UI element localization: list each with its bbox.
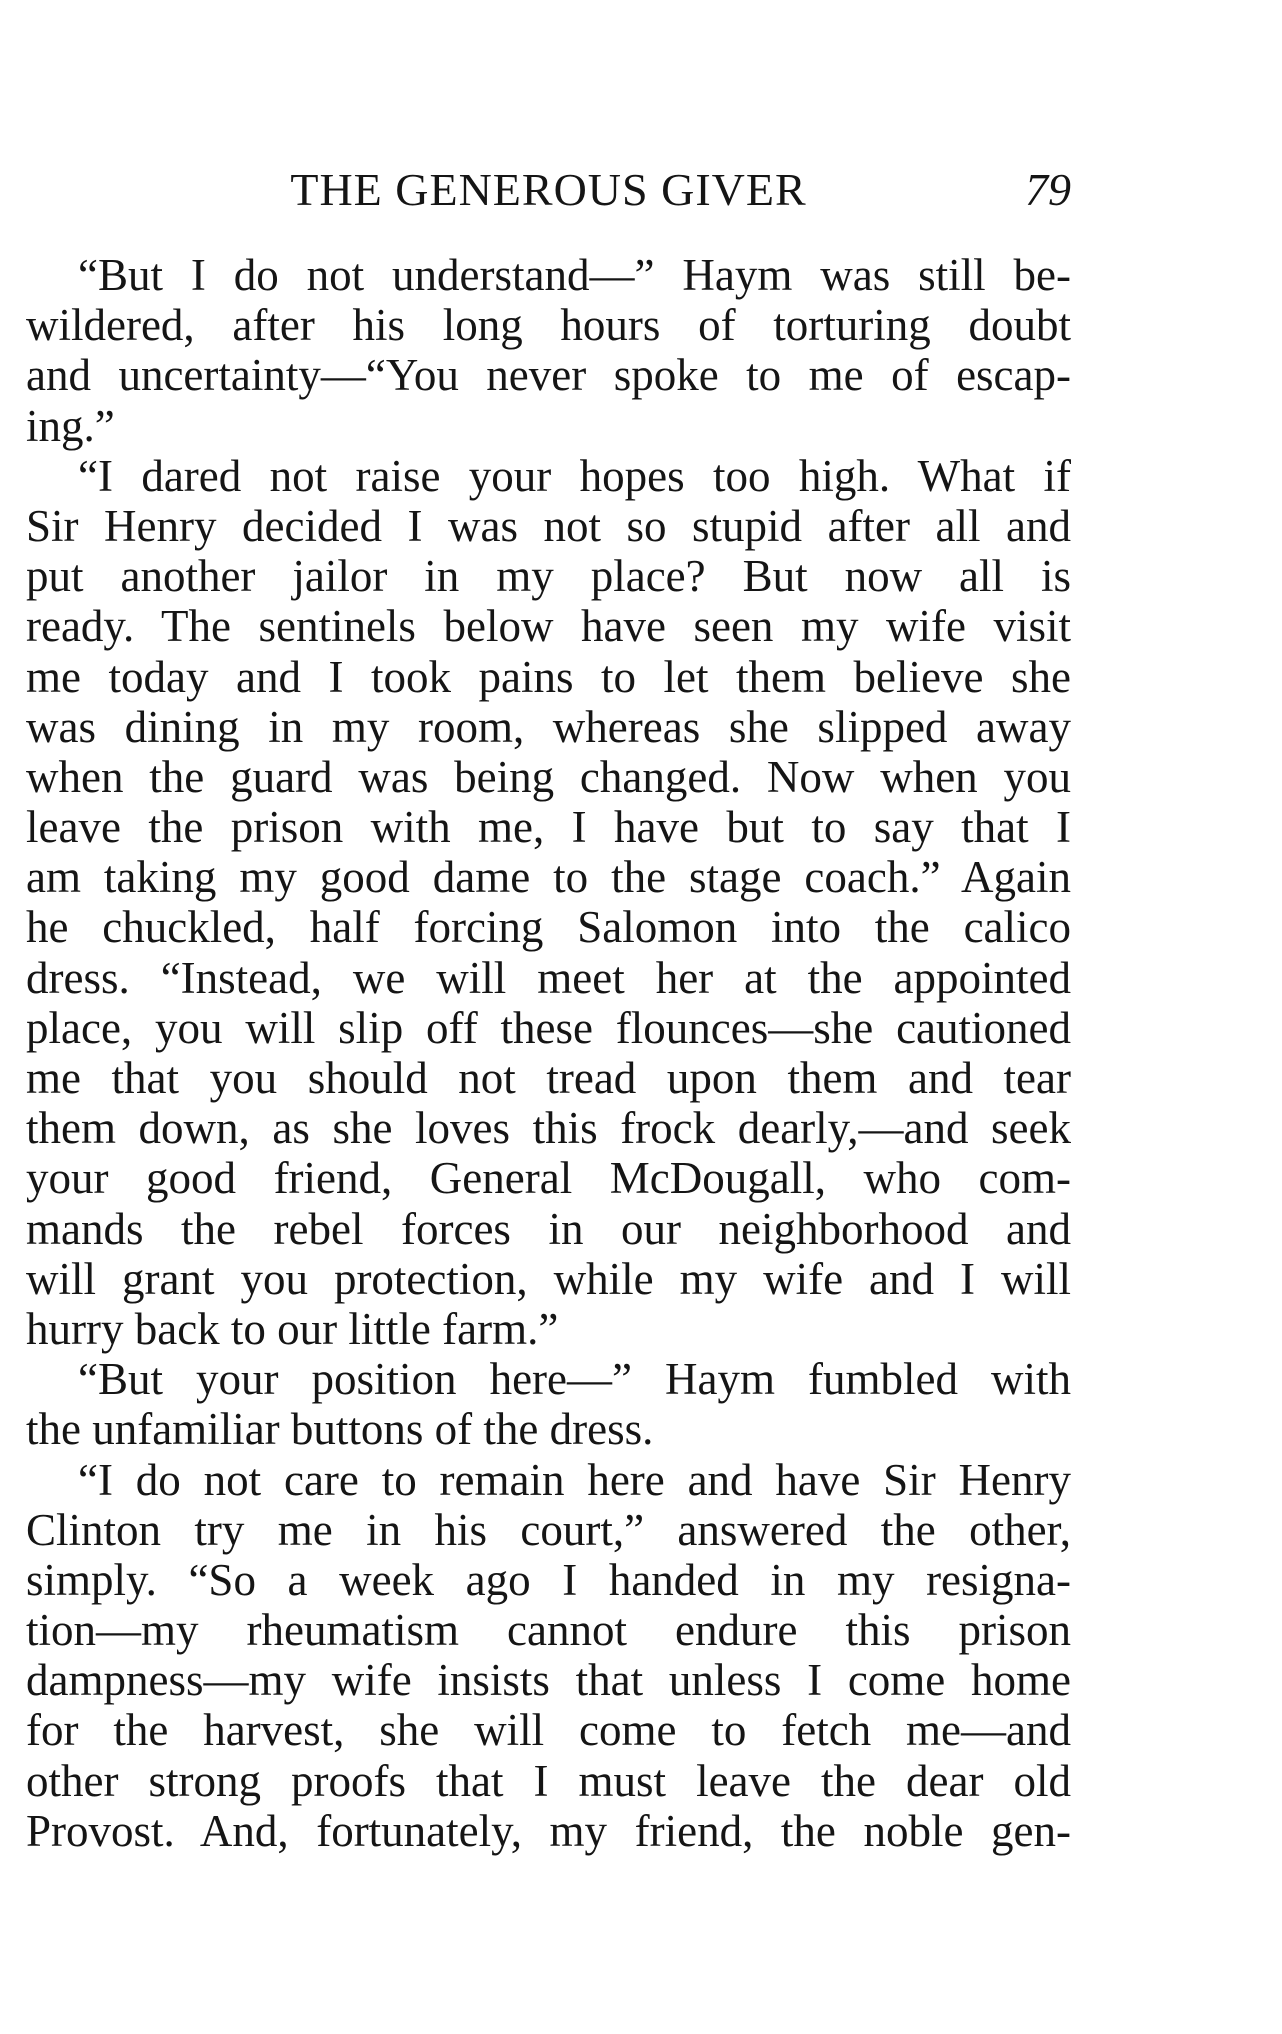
text-line: dress. “Instead, we will meet her at the appointed <box>26 952 1071 1003</box>
text-line: “But I do not understand—” Haym was still be- <box>78 250 1071 300</box>
text-line: “I do not care to remain here and have Sir Henry <box>78 1454 1071 1505</box>
text-line: them down, as she loves this frock dearly,—and seek <box>26 1103 1071 1154</box>
text-line: am taking my good dame to the stage coach.” Again <box>26 852 1071 903</box>
text-line: simply. “So a week ago I handed in my resigna- <box>26 1554 1071 1605</box>
running-title: THE GENEROUS GIVER <box>290 164 807 215</box>
text-line: he chuckled, half forcing Salomon into the calico <box>26 902 1071 953</box>
text-line: other strong proofs that I must leave the dear old <box>26 1755 1071 1806</box>
text-line: wildered, after his long hours of torturing doubt <box>26 300 1071 351</box>
body-text <box>26 250 1071 1856</box>
text-line: “I dared not raise your hopes too high. What if <box>78 450 1071 501</box>
text-line: hurry back to our little farm.” <box>26 1303 559 1354</box>
text-line: Clinton try me in his court,” answered the other, <box>26 1504 1071 1555</box>
text-line: me that you should not tread upon them and tear <box>26 1053 1071 1103</box>
text-line: me today and I took pains to let them believe she <box>26 651 1071 702</box>
text-line: place, you will slip off these flounces—she cautioned <box>26 1002 1071 1053</box>
text-line: Provost. And, fortunately, my friend, the noble gen- <box>26 1805 1071 1856</box>
text-line: Sir Henry decided I was not so stupid after all and <box>26 500 1071 551</box>
text-line: and uncertainty—“You never spoke to me of escap- <box>26 350 1071 401</box>
text-line: put another jailor in my place? But now all is <box>26 551 1071 602</box>
text-line: ing.” <box>26 400 115 451</box>
text-line: the unfamiliar buttons of the dress. <box>26 1404 654 1455</box>
text-line: for the harvest, she will come to fetch me—and <box>26 1705 1071 1756</box>
text-line: tion—my rheumatism cannot endure this prison <box>26 1605 1071 1656</box>
running-head <box>26 162 1071 218</box>
text-line: your good friend, General McDougall, who com- <box>26 1153 1071 1204</box>
page-number: 79 <box>1025 164 1071 215</box>
text-line: “But your position here—” Haym fumbled with <box>78 1354 1071 1405</box>
text-line: ready. The sentinels below have seen my wife visit <box>26 601 1071 652</box>
text-line: mands the rebel forces in our neighborhood and <box>26 1203 1071 1254</box>
text-line: was dining in my room, whereas she slipped away <box>26 701 1071 752</box>
text-line: will grant you protection, while my wife and I will <box>26 1253 1071 1304</box>
text-line: leave the prison with me, I have but to say that I <box>26 802 1071 853</box>
text-line: when the guard was being changed. Now when you <box>26 751 1071 802</box>
text-line: dampness—my wife insists that unless I come home <box>26 1655 1071 1706</box>
